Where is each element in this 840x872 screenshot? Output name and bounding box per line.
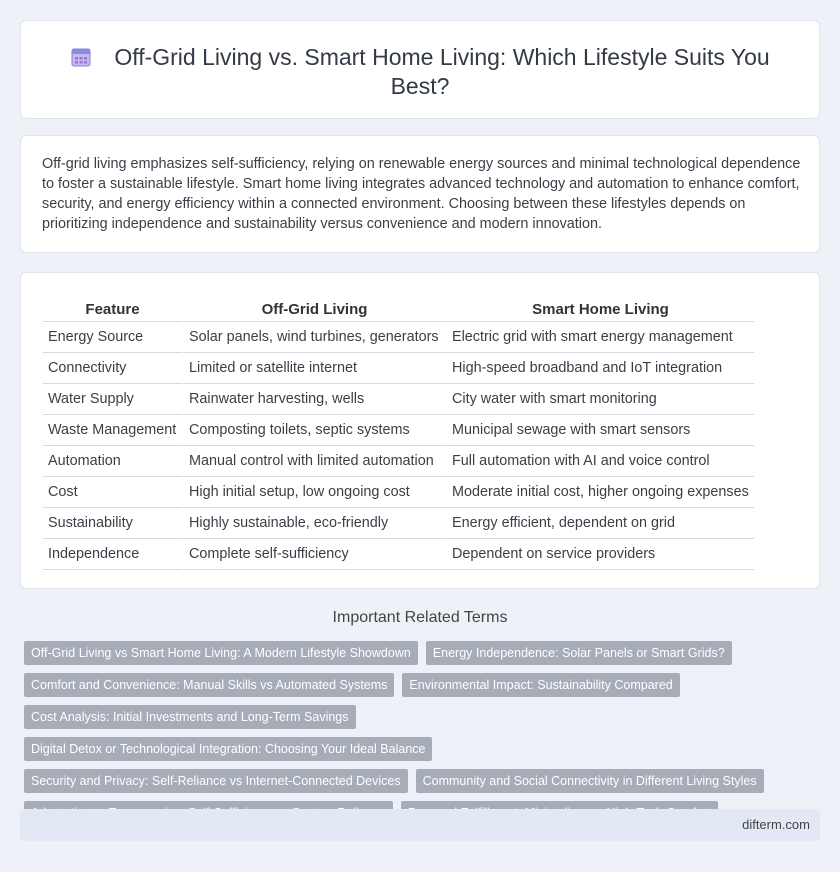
smart-home-cell: City water with smart monitoring	[445, 384, 754, 415]
header-off-grid: Off-Grid Living	[182, 295, 445, 322]
related-term-link[interactable]: Security and Privacy: Self-Reliance vs Internet-Connected Devices	[24, 769, 408, 793]
related-term-link[interactable]: Cost Analysis: Initial Investments and Long-Term Savings	[24, 705, 356, 729]
table-header-row	[43, 295, 754, 322]
smart-home-cell: Electric grid with smart energy management	[445, 322, 754, 353]
header-smart-home: Smart Home Living	[445, 295, 754, 322]
table-row	[43, 508, 754, 539]
calendar-icon	[70, 46, 92, 68]
smart-home-cell: Energy efficient, dependent on grid	[445, 508, 754, 539]
smart-home-cell: Dependent on service providers	[445, 539, 754, 570]
comparison-table	[43, 295, 754, 570]
smart-home-cell: Full automation with AI and voice control	[445, 446, 754, 477]
page-title-wrap	[21, 43, 819, 101]
feature-cell: Cost	[43, 477, 182, 508]
comparison-card	[20, 272, 820, 589]
feature-cell: Sustainability	[43, 508, 182, 539]
feature-cell: Energy Source	[43, 322, 182, 353]
off-grid-cell: Rainwater harvesting, wells	[182, 384, 445, 415]
table-row	[43, 539, 754, 570]
feature-cell: Independence	[43, 539, 182, 570]
off-grid-cell: Limited or satellite internet	[182, 353, 445, 384]
related-term-link[interactable]: Energy Independence: Solar Panels or Smart Grids?	[426, 641, 732, 665]
header-feature: Feature	[43, 295, 182, 322]
intro-paragraph: Off-grid living emphasizes self-sufficiency, relying on renewable energy sources and minimal technological dependence to foster a sustainable lifestyle. Smart home living integrates advanced technology and automation to enhance comfort, security, and energy efficiency within a connected environment. Choosing between these lifestyles depends on prioritizing independence and sustainability versus convenience and modern innovation.	[42, 156, 801, 232]
feature-cell: Connectivity	[43, 353, 182, 384]
footer-site-link[interactable]: difterm.com	[742, 817, 810, 832]
feature-cell: Automation	[43, 446, 182, 477]
off-grid-cell: Complete self-sufficiency	[182, 539, 445, 570]
feature-cell: Waste Management	[43, 415, 182, 446]
feature-cell: Water Supply	[43, 384, 182, 415]
smart-home-cell: High-speed broadband and IoT integration	[445, 353, 754, 384]
off-grid-cell: Manual control with limited automation	[182, 446, 445, 477]
related-term-link[interactable]: Off-Grid Living vs Smart Home Living: A Modern Lifestyle Showdown	[24, 641, 418, 665]
title-card	[20, 20, 820, 119]
page-title: Off-Grid Living vs. Smart Home Living: Which Lifestyle Suits You Best?	[114, 44, 770, 99]
related-terms-list	[24, 641, 764, 825]
related-term-link[interactable]: Digital Detox or Technological Integration: Choosing Your Ideal Balance	[24, 737, 432, 761]
intro-card	[20, 135, 820, 253]
off-grid-cell: Solar panels, wind turbines, generators	[182, 322, 445, 353]
related-terms-heading: Important Related Terms	[332, 609, 508, 626]
off-grid-cell: High initial setup, low ongoing cost	[182, 477, 445, 508]
table-row	[43, 322, 754, 353]
footer-bar	[20, 809, 820, 841]
table-row	[43, 353, 754, 384]
related-term-link[interactable]: Environmental Impact: Sustainability Compared	[402, 673, 679, 697]
table-row	[43, 477, 754, 508]
table-row	[43, 446, 754, 477]
related-term-link[interactable]: Community and Social Connectivity in Different Living Styles	[416, 769, 764, 793]
off-grid-cell: Highly sustainable, eco-friendly	[182, 508, 445, 539]
off-grid-cell: Composting toilets, septic systems	[182, 415, 445, 446]
table-row	[43, 415, 754, 446]
related-term-link[interactable]: Comfort and Convenience: Manual Skills vs Automated Systems	[24, 673, 394, 697]
table-row	[43, 384, 754, 415]
smart-home-cell: Moderate initial cost, higher ongoing expenses	[445, 477, 754, 508]
smart-home-cell: Municipal sewage with smart sensors	[445, 415, 754, 446]
